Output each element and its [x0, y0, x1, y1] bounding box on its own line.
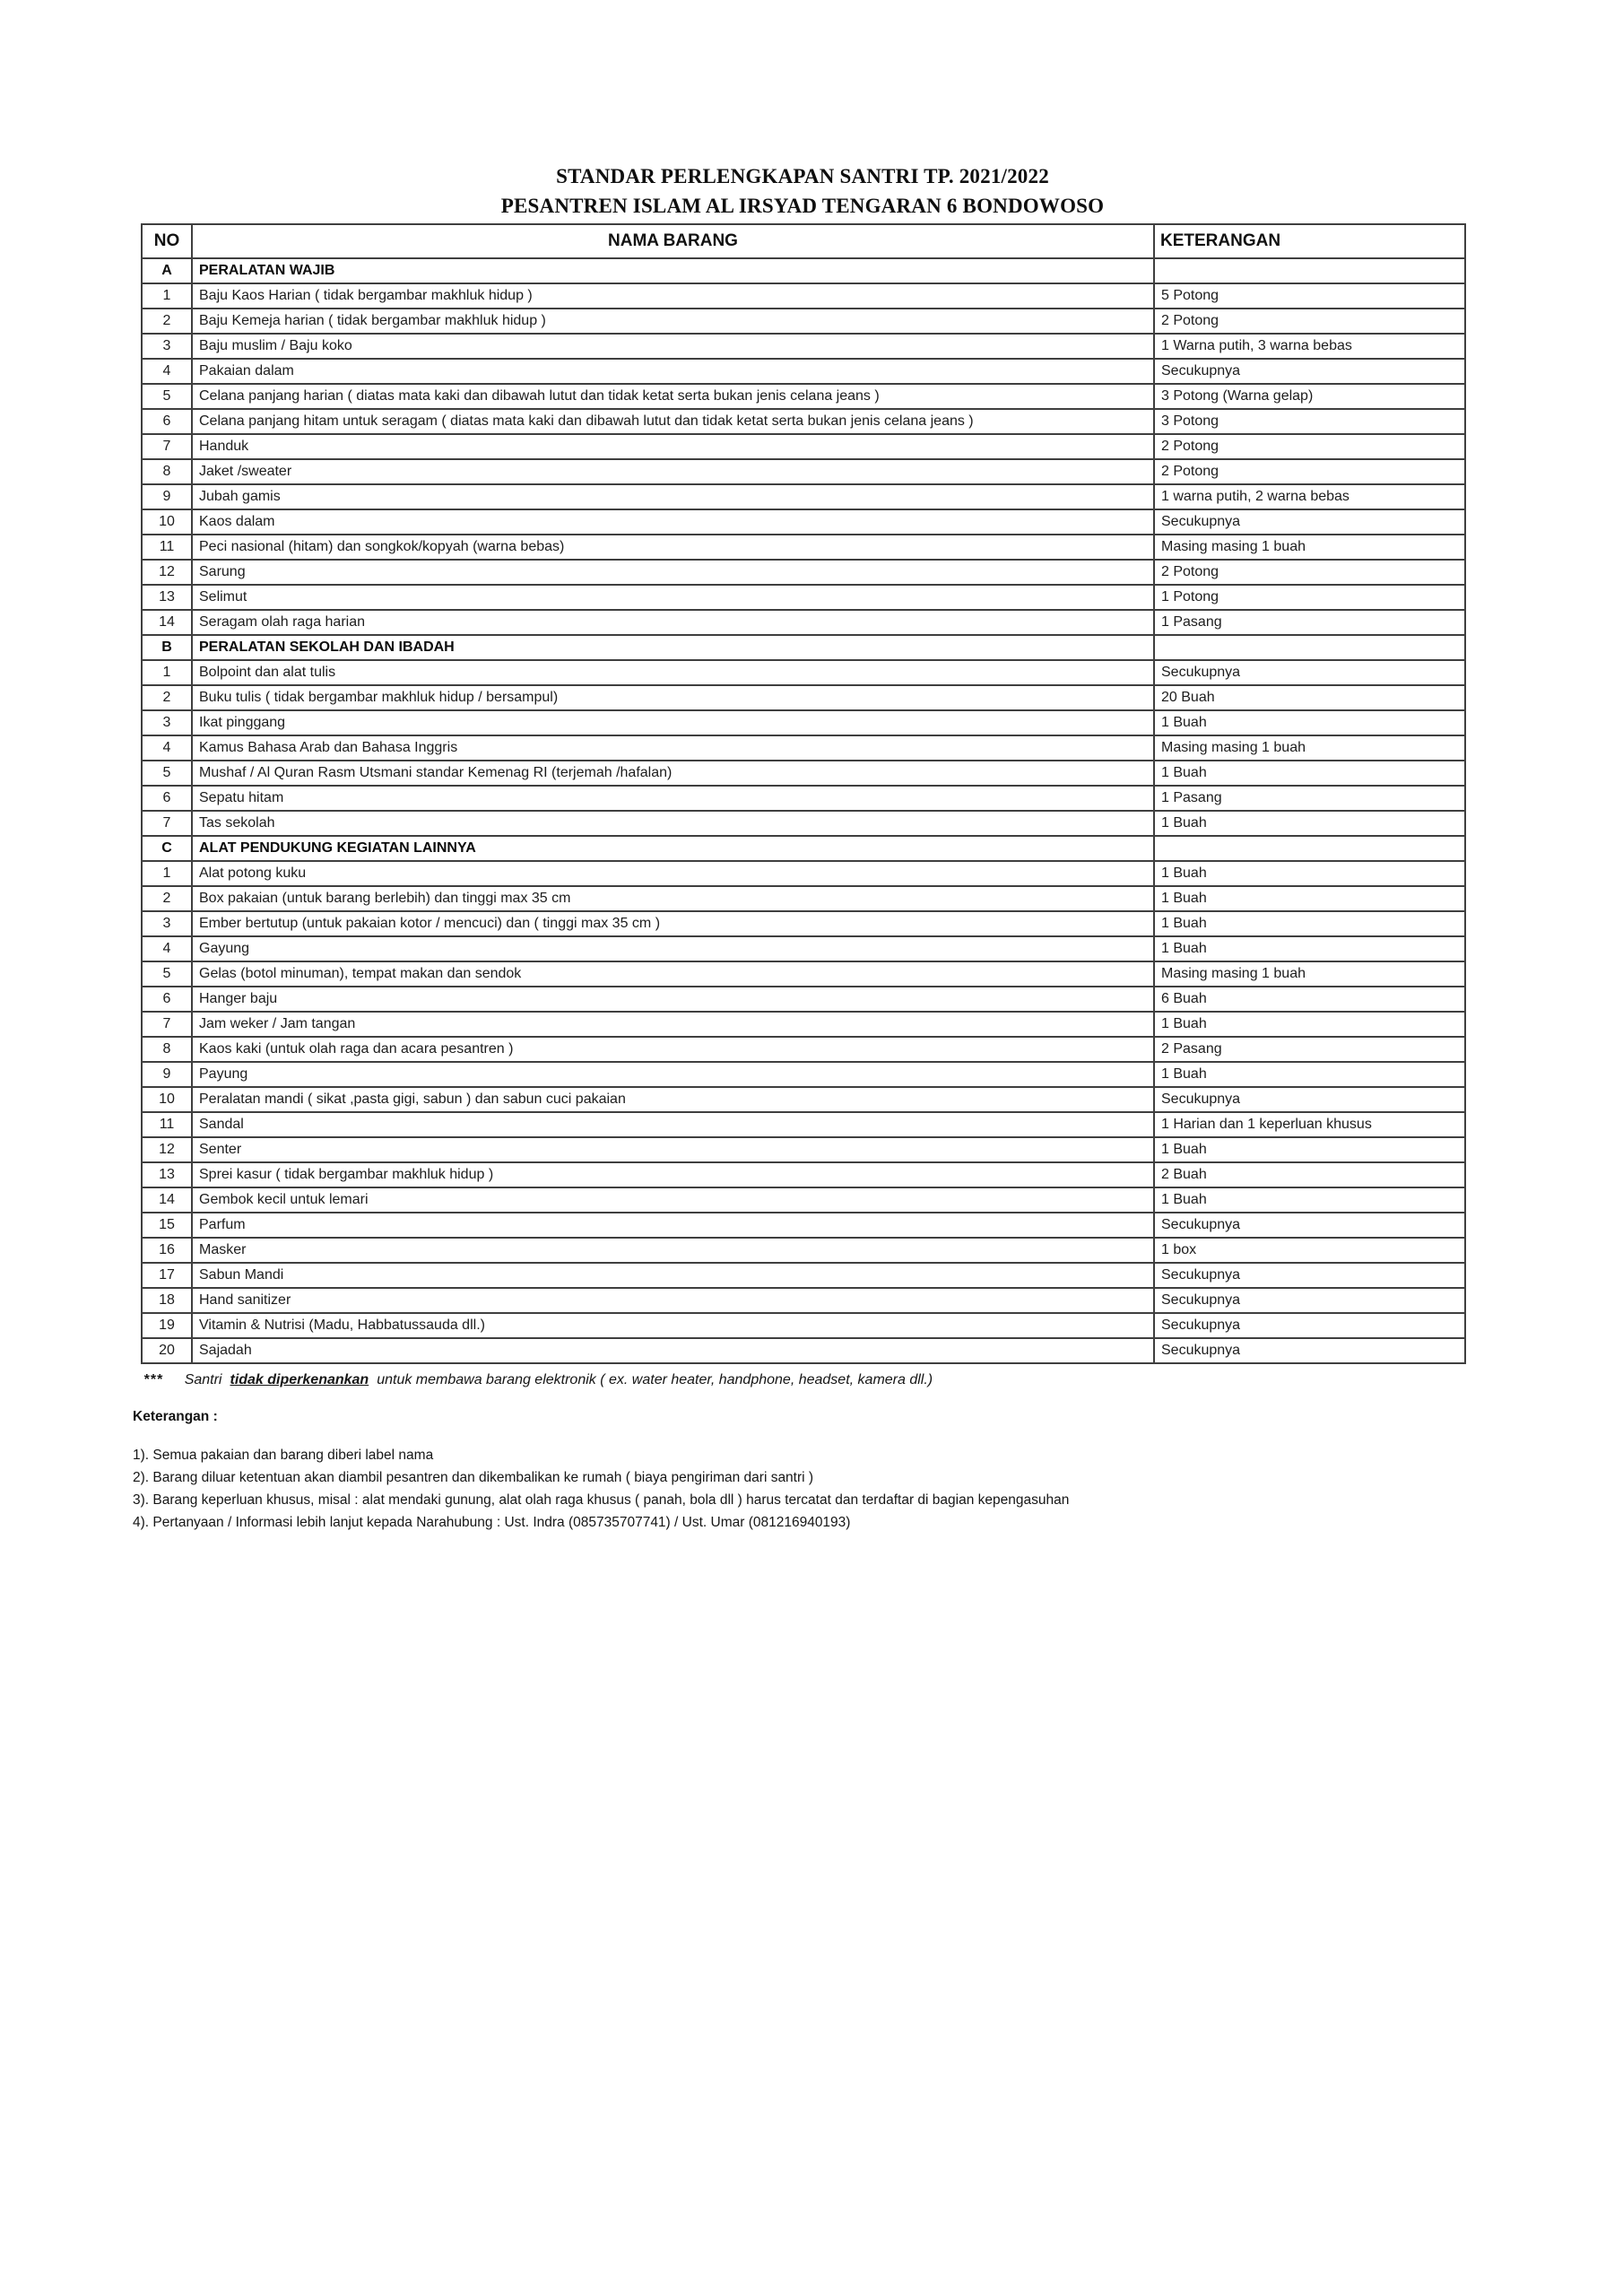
table-row [142, 1313, 1465, 1338]
item-note: 1 Harian dan 1 keperluan khusus [1154, 1112, 1465, 1137]
item-name: Celana panjang harian ( diatas mata kaki dan dibawah lutut dan tidak ketat serta bukan jenis celana jeans ) [192, 384, 1154, 409]
row-no: 18 [142, 1288, 192, 1313]
item-note: Secukupnya [1154, 1087, 1465, 1112]
row-no: 14 [142, 1187, 192, 1213]
table-row [142, 660, 1465, 685]
footnote-suffix: untuk membawa barang elektronik ( ex. water heater, handphone, headset, kamera dll.) [377, 1372, 933, 1387]
item-name: Tas sekolah [192, 811, 1154, 836]
item-note: 5 Potong [1154, 283, 1465, 309]
item-note: 2 Potong [1154, 459, 1465, 484]
item-name: Sajadah [192, 1338, 1154, 1363]
row-no: 7 [142, 811, 192, 836]
table-row [142, 735, 1465, 761]
item-name: Sarung [192, 560, 1154, 585]
item-note: Secukupnya [1154, 1313, 1465, 1338]
section-letter: B [142, 635, 192, 660]
item-note: 1 Pasang [1154, 786, 1465, 811]
item-name: Peralatan mandi ( sikat ,pasta gigi, sabun ) dan sabun cuci pakaian [192, 1087, 1154, 1112]
item-note: 1 Buah [1154, 1062, 1465, 1087]
section-letter: C [142, 836, 192, 861]
section-note-cell [1154, 635, 1465, 660]
item-note: 1 Buah [1154, 861, 1465, 886]
row-no: 6 [142, 786, 192, 811]
item-name: Selimut [192, 585, 1154, 610]
item-name: Hanger baju [192, 987, 1154, 1012]
item-note: Secukupnya [1154, 1288, 1465, 1313]
row-no: 4 [142, 735, 192, 761]
row-no: 6 [142, 987, 192, 1012]
row-no: 2 [142, 309, 192, 334]
table-row [142, 1213, 1465, 1238]
item-note: 1 Buah [1154, 811, 1465, 836]
row-no: 7 [142, 1012, 192, 1037]
item-name: Gelas (botol minuman), tempat makan dan sendok [192, 961, 1154, 987]
table-row [142, 384, 1465, 409]
item-name: Box pakaian (untuk barang berlebih) dan tinggi max 35 cm [192, 886, 1154, 911]
item-note: Secukupnya [1154, 509, 1465, 535]
row-no: 2 [142, 685, 192, 710]
item-note: 1 Buah [1154, 1012, 1465, 1037]
footnote-marker: *** [143, 1372, 163, 1387]
item-name: Ember bertutup (untuk pakaian kotor / mencuci) dan ( tinggi max 35 cm ) [192, 911, 1154, 936]
footnote-prefix: Santri [184, 1372, 222, 1387]
section-note-cell [1154, 258, 1465, 283]
item-name: Jubah gamis [192, 484, 1154, 509]
table-row [142, 987, 1465, 1012]
row-no: 12 [142, 1137, 192, 1162]
item-name: Mushaf / Al Quran Rasm Utsmani standar Kemenag RI (terjemah /hafalan) [192, 761, 1154, 786]
table-row [142, 484, 1465, 509]
row-no: 4 [142, 936, 192, 961]
item-note: Secukupnya [1154, 660, 1465, 685]
table-row [142, 811, 1465, 836]
row-no: 3 [142, 334, 192, 359]
section-header-row [142, 836, 1465, 861]
item-name: Baju Kaos Harian ( tidak bergambar makhluk hidup ) [192, 283, 1154, 309]
row-no: 8 [142, 1037, 192, 1062]
table-row [142, 309, 1465, 334]
row-no: 13 [142, 1162, 192, 1187]
row-no: 9 [142, 484, 192, 509]
table-row [142, 1112, 1465, 1137]
section-label: ALAT PENDUKUNG KEGIATAN LAINNYA [192, 836, 1154, 861]
item-note: 1 Buah [1154, 886, 1465, 911]
item-note: 3 Potong (Warna gelap) [1154, 384, 1465, 409]
item-name: Kaos kaki (untuk olah raga dan acara pesantren ) [192, 1037, 1154, 1062]
row-no: 7 [142, 434, 192, 459]
table-row [142, 861, 1465, 886]
table-row [142, 409, 1465, 434]
table-row [142, 1137, 1465, 1162]
item-name: Peci nasional (hitam) dan songkok/kopyah (warna bebas) [192, 535, 1154, 560]
item-note: 1 Buah [1154, 936, 1465, 961]
row-no: 20 [142, 1338, 192, 1363]
column-header-no: NO [142, 224, 192, 258]
table-row [142, 1288, 1465, 1313]
item-note: 2 Potong [1154, 309, 1465, 334]
section-note-cell [1154, 836, 1465, 861]
table-row [142, 961, 1465, 987]
item-name: Baju Kemeja harian ( tidak bergambar makhluk hidup ) [192, 309, 1154, 334]
table-body [142, 258, 1465, 1363]
note-item-1: 1). Semua pakaian dan barang diberi label nama [133, 1448, 434, 1463]
item-name: Ikat pinggang [192, 710, 1154, 735]
item-note: Secukupnya [1154, 1338, 1465, 1363]
row-no: 5 [142, 761, 192, 786]
document-title [141, 161, 1464, 221]
item-name: Masker [192, 1238, 1154, 1263]
row-no: 5 [142, 384, 192, 409]
item-note: Secukupnya [1154, 359, 1465, 384]
item-note: 6 Buah [1154, 987, 1465, 1012]
row-no: 11 [142, 535, 192, 560]
item-name: Payung [192, 1062, 1154, 1087]
row-no: 10 [142, 509, 192, 535]
table-row [142, 710, 1465, 735]
table-header-row [142, 224, 1465, 258]
item-note: 1 Potong [1154, 585, 1465, 610]
item-name: Bolpoint dan alat tulis [192, 660, 1154, 685]
row-no: 9 [142, 1062, 192, 1087]
row-no: 11 [142, 1112, 192, 1137]
item-note: 20 Buah [1154, 685, 1465, 710]
row-no: 3 [142, 710, 192, 735]
row-no: 8 [142, 459, 192, 484]
row-no: 2 [142, 886, 192, 911]
item-name: Kaos dalam [192, 509, 1154, 535]
table-row [142, 1037, 1465, 1062]
item-note: 1 Pasang [1154, 610, 1465, 635]
section-letter: A [142, 258, 192, 283]
item-note: 2 Pasang [1154, 1037, 1465, 1062]
table-row [142, 1162, 1465, 1187]
item-note: 1 Buah [1154, 710, 1465, 735]
item-name: Senter [192, 1137, 1154, 1162]
item-note: 2 Potong [1154, 434, 1465, 459]
table-row [142, 610, 1465, 635]
item-note: 2 Buah [1154, 1162, 1465, 1187]
table-row [142, 1338, 1465, 1363]
row-no: 6 [142, 409, 192, 434]
table-row [142, 359, 1465, 384]
footnote-emphasis: tidak diperkenankan [230, 1372, 369, 1387]
item-name: Gembok kecil untuk lemari [192, 1187, 1154, 1213]
item-name: Sandal [192, 1112, 1154, 1137]
item-note: 3 Potong [1154, 409, 1465, 434]
row-no: 3 [142, 911, 192, 936]
column-header-item: NAMA BARANG [192, 224, 1154, 258]
row-no: 16 [142, 1238, 192, 1263]
item-name: Kamus Bahasa Arab dan Bahasa Inggris [192, 735, 1154, 761]
item-name: Vitamin & Nutrisi (Madu, Habbatussauda dll.) [192, 1313, 1154, 1338]
item-note: Masing masing 1 buah [1154, 535, 1465, 560]
row-no: 15 [142, 1213, 192, 1238]
column-header-note: KETERANGAN [1154, 224, 1465, 258]
item-note: 1 warna putih, 2 warna bebas [1154, 484, 1465, 509]
table-header [142, 224, 1465, 258]
table-row [142, 1263, 1465, 1288]
row-no: 14 [142, 610, 192, 635]
section-header-row [142, 635, 1465, 660]
row-no: 1 [142, 861, 192, 886]
equipment-table [141, 223, 1466, 1364]
table-row [142, 283, 1465, 309]
item-name: Sepatu hitam [192, 786, 1154, 811]
notes-heading: Keterangan : [133, 1409, 218, 1424]
item-name: Celana panjang hitam untuk seragam ( diatas mata kaki dan dibawah lutut dan tidak ketat serta bukan jenis celana jeans ) [192, 409, 1154, 434]
section-label: PERALATAN SEKOLAH DAN IBADAH [192, 635, 1154, 660]
table-row [142, 1012, 1465, 1037]
table-row [142, 585, 1465, 610]
item-name: Handuk [192, 434, 1154, 459]
table-row [142, 936, 1465, 961]
item-name: Alat potong kuku [192, 861, 1154, 886]
item-note: Secukupnya [1154, 1213, 1465, 1238]
notes-list [133, 1444, 1069, 1534]
item-name: Pakaian dalam [192, 359, 1154, 384]
item-name: Seragam olah raga harian [192, 610, 1154, 635]
row-no: 19 [142, 1313, 192, 1338]
table-row [142, 786, 1465, 811]
note-item-4: 4). Pertanyaan / Informasi lebih lanjut kepada Narahubung : Ust. Indra (085735707741) / Ust. Umar (081216940193) [133, 1515, 851, 1530]
item-name: Sabun Mandi [192, 1263, 1154, 1288]
item-note: 1 Buah [1154, 761, 1465, 786]
item-name: Sprei kasur ( tidak bergambar makhluk hidup ) [192, 1162, 1154, 1187]
row-no: 17 [142, 1263, 192, 1288]
item-note: 1 Buah [1154, 1187, 1465, 1213]
item-name: Hand sanitizer [192, 1288, 1154, 1313]
table-row [142, 535, 1465, 560]
document-title-line2: PESANTREN ISLAM AL IRSYAD TENGARAN 6 BONDOWOSO [500, 195, 1105, 217]
item-note: Masing masing 1 buah [1154, 961, 1465, 987]
item-name: Baju muslim / Baju koko [192, 334, 1154, 359]
item-note: 1 box [1154, 1238, 1465, 1263]
section-header-row [142, 258, 1465, 283]
item-name: Parfum [192, 1213, 1154, 1238]
row-no: 12 [142, 560, 192, 585]
item-note: Secukupnya [1154, 1263, 1465, 1288]
document-title-line1: STANDAR PERLENGKAPAN SANTRI TP. 2021/2022 [556, 165, 1049, 187]
item-note: 1 Buah [1154, 911, 1465, 936]
table-row [142, 1187, 1465, 1213]
item-name: Buku tulis ( tidak bergambar makhluk hidup / bersampul) [192, 685, 1154, 710]
table-row [142, 761, 1465, 786]
electronics-footnote [143, 1372, 933, 1388]
table-row [142, 1087, 1465, 1112]
item-note: Masing masing 1 buah [1154, 735, 1465, 761]
row-no: 4 [142, 359, 192, 384]
note-item-3: 3). Barang keperluan khusus, misal : alat mendaki gunung, alat olah raga khusus ( panah, bola dll ) harus tercatat dan terdaftar di bagian kepengasuhan [133, 1492, 1070, 1508]
table-row [142, 434, 1465, 459]
item-note: 1 Buah [1154, 1137, 1465, 1162]
row-no: 13 [142, 585, 192, 610]
item-name: Jam weker / Jam tangan [192, 1012, 1154, 1037]
table-row [142, 1238, 1465, 1263]
note-item-2: 2). Barang diluar ketentuan akan diambil pesantren dan dikembalikan ke rumah ( biaya pengiriman dari santri ) [133, 1470, 814, 1485]
row-no: 5 [142, 961, 192, 987]
item-name: Gayung [192, 936, 1154, 961]
row-no: 1 [142, 283, 192, 309]
row-no: 1 [142, 660, 192, 685]
table-row [142, 886, 1465, 911]
table-row [142, 911, 1465, 936]
table-row [142, 509, 1465, 535]
item-note: 1 Warna putih, 3 warna bebas [1154, 334, 1465, 359]
row-no: 10 [142, 1087, 192, 1112]
item-note: 2 Potong [1154, 560, 1465, 585]
table-row [142, 459, 1465, 484]
table-row [142, 1062, 1465, 1087]
section-label: PERALATAN WAJIB [192, 258, 1154, 283]
table-row [142, 560, 1465, 585]
table-row [142, 685, 1465, 710]
item-name: Jaket /sweater [192, 459, 1154, 484]
table-row [142, 334, 1465, 359]
